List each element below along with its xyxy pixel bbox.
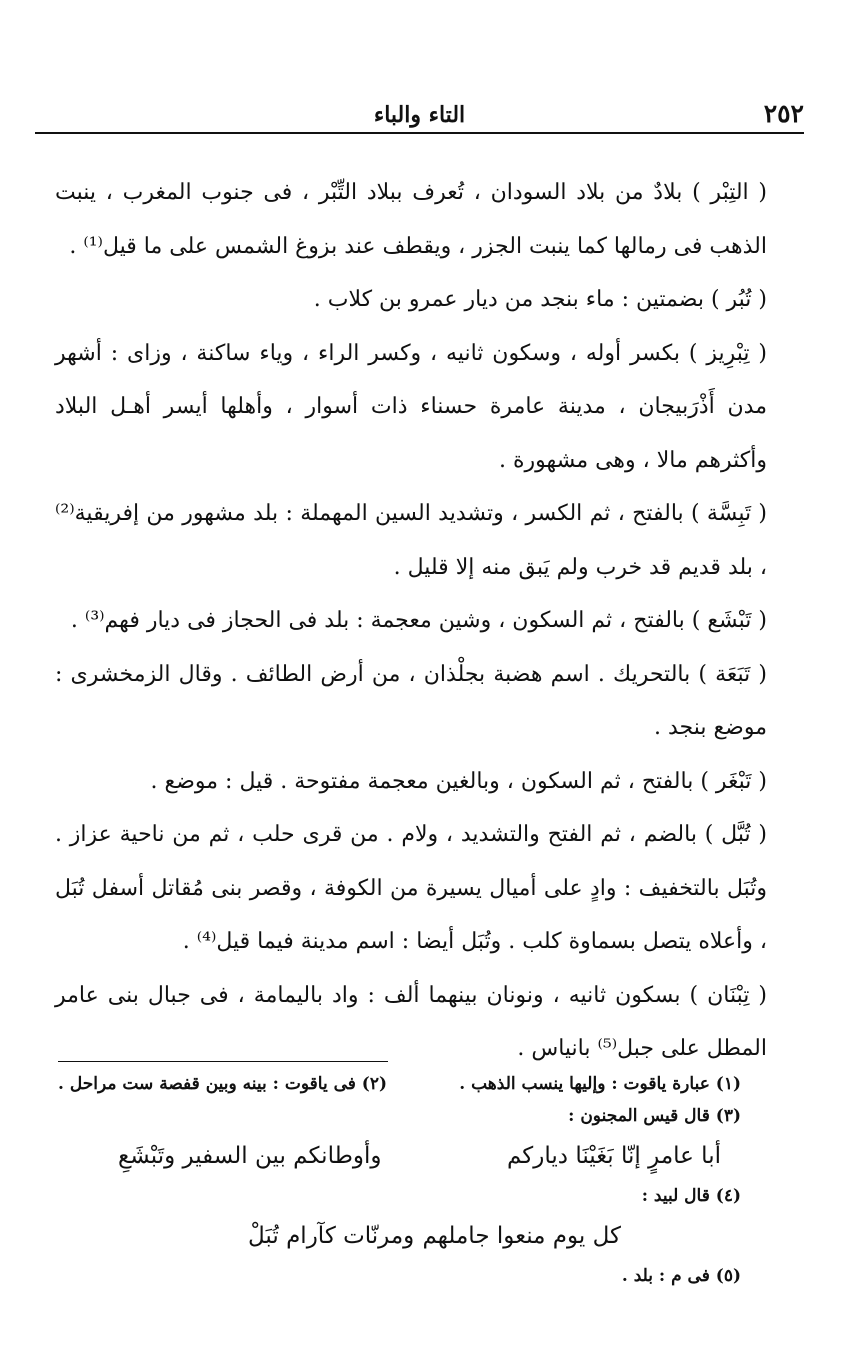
footnote-4: (٤) قال لبيد : [641,1186,741,1206]
footnote-1: (١) عبارة ياقوت : وإليها ينسب الذهب . [459,1074,741,1094]
footnote-row-1-2 [58,1068,741,1100]
footnote-4-verse [58,1212,741,1260]
footnote-3: (٣) قال قيس المجنون : [568,1106,741,1126]
footnotes [58,1068,741,1292]
dictionary-entries [55,166,789,1076]
verse-hemistich: كل يوم منعوا جاملهم [422,1223,621,1249]
entry-tabissa: ( تَبِسَّة ) بالفتح ، ثم الكسر ، وتشديد السين المهملة : بلد مشهور من إفريقية⁽²⁾ ، بلد قديم قد خرب ولم يَبق منه إلا قليل . [55,501,767,580]
footnote-rule [58,1061,388,1062]
footnote-5: (٥) فى م : بلد . [621,1266,741,1286]
footnote-2: (٢) فى ياقوت : بينه وبين قفصة ست مراحل . [58,1074,388,1094]
footnote-3-verse [58,1132,741,1180]
entry-tabghar: ( تَبْغَر ) بالفتح ، ثم السكون ، وبالغين معجمة مفتوحة . قيل : موضع . [150,768,767,794]
entry-tibnan: ( تِبْنَان ) بسكون ثانيه ، ونونان بينهما ألف : واد باليمامة ، فى جبال بنى عامر المطل على جبل⁽⁵⁾ بانياس . [55,982,767,1061]
entry-tubur: ( تُبُر ) بضمتين : ماء بنجد من ديار عمرو بن كلاب . [313,287,767,312]
entry-tubbal: ( تُبَّل ) بالضم ، ثم الفتح والتشديد ، ولام . من قرى حلب ، ثم من ناحية عزاز . وتُبَل بالتخفيف : وادٍ على أميال يسيرة من الكوفة ، وقصر بنى مُقاتل أسفل تُبَل ، وأعلاه يتصل بسماوة كلب . وتُبَل أيضا : اسم مدينة فيما قيل⁽⁴⁾ . [55,822,767,954]
entry-tabsha: ( تَبْشَع ) بالفتح ، ثم السكون ، وشين معجمة : بلد فى الحجاز فى ديار فهم⁽³⁾ . [70,608,767,633]
page-number: ٢٥٢ [763,99,804,128]
header-rule [35,132,804,134]
verse-hemistich: وأوطانكم بين السفير وتَبْشَعِ [118,1143,382,1169]
entry-al-tibr: ( التِبْر ) بلادٌ من بلاد السودان ، تُعرف ببلاد التِّبْر ، فى جنوب المغرب ، ينبت الذهب فى رمالها كما ينبت الجزر ، ويقطف عند بزوغ الشمس على ما قيل⁽¹⁾ . [55,180,767,259]
entry-tabaa: ( تَبَعَة ) بالتحريك . اسم هضبة بجلْذان ، من أرض الطائف . وقال الزمخشرى : موضع بنجد . [55,661,767,740]
verse-hemistich: ومرنّات كآرام تُبَلْ [248,1223,415,1249]
entry-tabriz: ( تِبْرِيز ) بكسر أوله ، وسكون ثانيه ، وكسر الراء ، وياء ساكنة ، وزاى : أشهر مدن أَذْرَبيجان ، مدينة عامرة حسناء ذات أسوار ، وأهلها أيسر أهـل البلاد وأكثرهم مالا ، وهى مشهورة . [55,340,767,473]
running-title: التاء والباء [373,102,466,128]
verse-hemistich: أبا عامرٍ إنّا بَغَيْنَا دياركم [507,1143,721,1169]
page-header [35,100,804,130]
